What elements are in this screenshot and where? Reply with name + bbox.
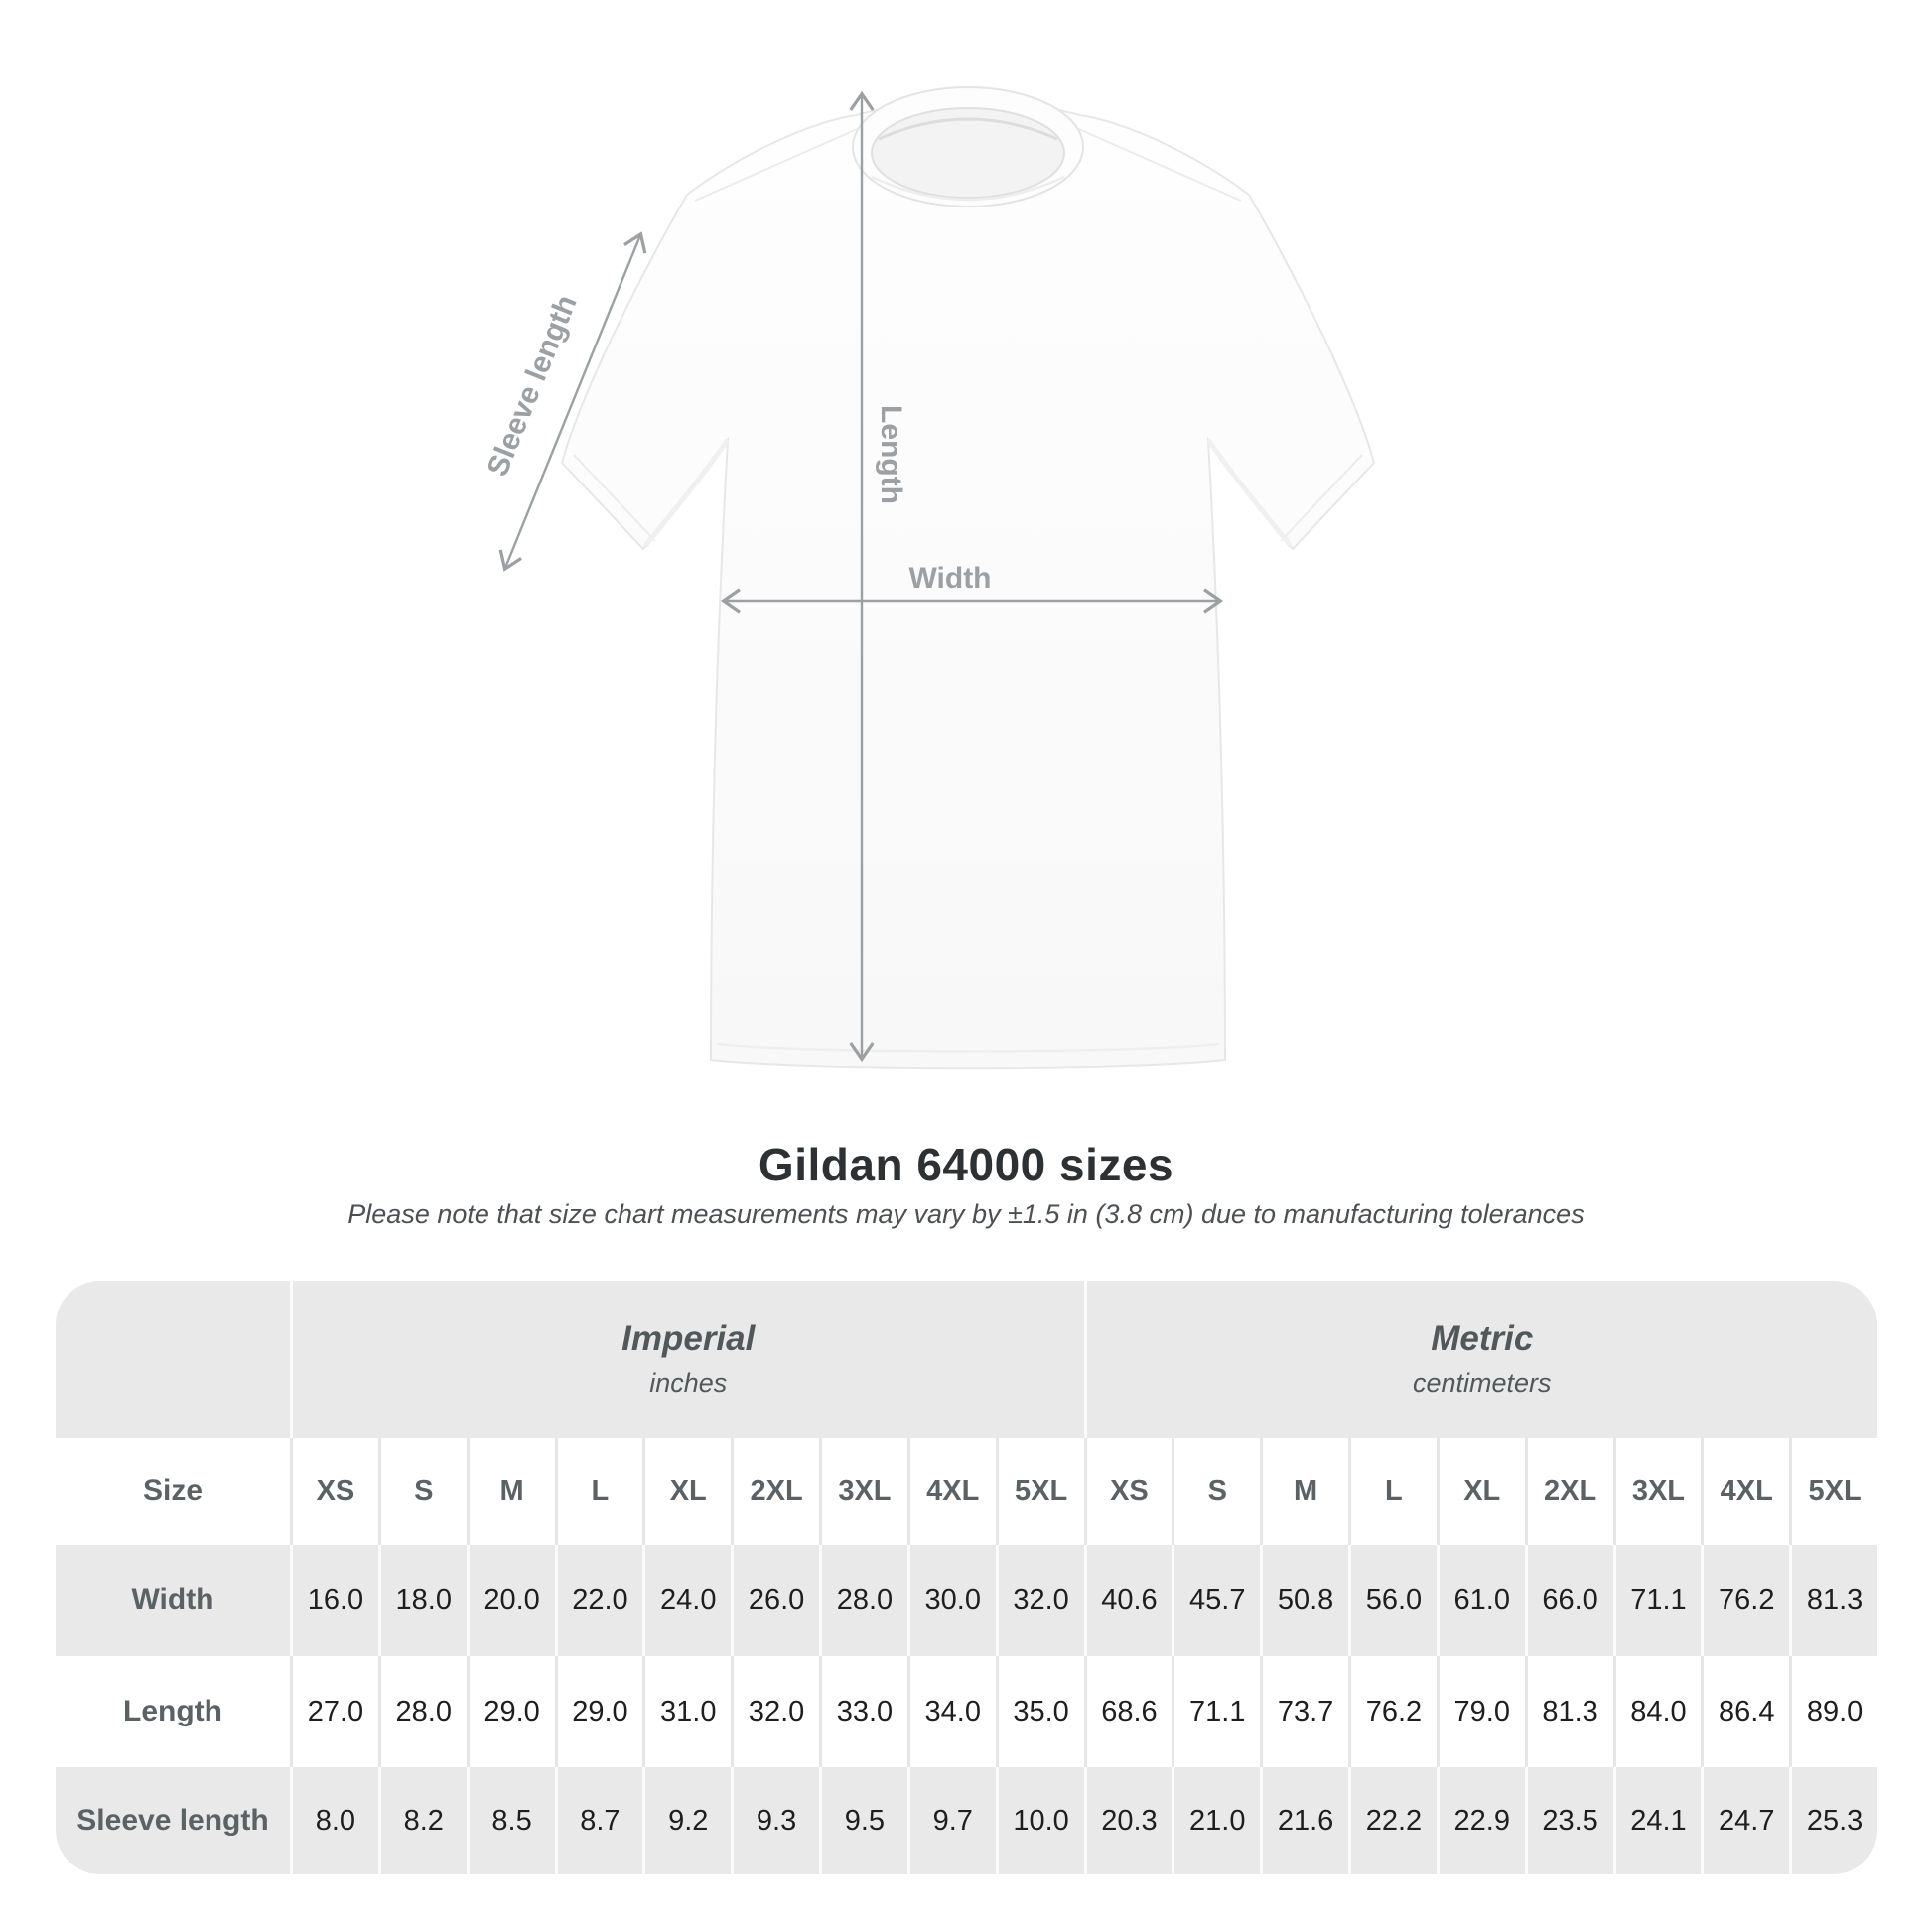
- value-metric-sleeve-length-l: 22.2: [1348, 1767, 1437, 1874]
- value-imperial-length-l: 29.0: [555, 1656, 643, 1767]
- value-metric-sleeve-length-xs: 20.3: [1084, 1767, 1173, 1874]
- value-imperial-width-m: 20.0: [467, 1545, 555, 1656]
- unit-group-header-metric: [1084, 1281, 1878, 1438]
- size-col-imperial-xs: XS: [290, 1438, 378, 1545]
- size-col-imperial-s: S: [378, 1438, 467, 1545]
- value-metric-width-5xl: 81.3: [1789, 1545, 1877, 1656]
- length-label: Length: [875, 405, 907, 504]
- tolerance-note: Please note that size chart measurements may vary by ±1.5 in (3.8 cm) due to manufacturing tolerances: [347, 1199, 1585, 1229]
- size-col-imperial-4xl: 4XL: [907, 1438, 996, 1545]
- value-imperial-width-3xl: 28.0: [819, 1545, 907, 1656]
- value-metric-length-3xl: 84.0: [1613, 1656, 1702, 1767]
- value-imperial-width-l: 22.0: [555, 1545, 643, 1656]
- size-col-metric-s: S: [1172, 1438, 1260, 1545]
- size-col-metric-5xl: 5XL: [1789, 1438, 1877, 1545]
- row-label-sleeve-length: Sleeve length: [56, 1767, 290, 1874]
- row-label-length: Length: [56, 1656, 290, 1767]
- table-corner-spacer: [56, 1281, 290, 1438]
- value-imperial-sleeve-length-l: 8.7: [555, 1767, 643, 1874]
- size-column-corner: Size: [56, 1438, 290, 1545]
- value-metric-width-m: 50.8: [1260, 1545, 1348, 1656]
- size-col-imperial-3xl: 3XL: [819, 1438, 907, 1545]
- size-col-metric-2xl: 2XL: [1525, 1438, 1613, 1545]
- value-metric-width-s: 45.7: [1172, 1545, 1260, 1656]
- size-col-imperial-2xl: 2XL: [731, 1438, 819, 1545]
- value-metric-length-l: 76.2: [1348, 1656, 1437, 1767]
- value-metric-length-xl: 79.0: [1437, 1656, 1525, 1767]
- value-imperial-sleeve-length-3xl: 9.5: [819, 1767, 907, 1874]
- value-metric-width-4xl: 76.2: [1701, 1545, 1789, 1656]
- value-imperial-length-3xl: 33.0: [819, 1656, 907, 1767]
- value-imperial-length-xl: 31.0: [642, 1656, 731, 1767]
- value-metric-length-4xl: 86.4: [1701, 1656, 1789, 1767]
- value-imperial-sleeve-length-xs: 8.0: [290, 1767, 378, 1874]
- value-imperial-width-4xl: 30.0: [907, 1545, 996, 1656]
- value-metric-sleeve-length-m: 21.6: [1260, 1767, 1348, 1874]
- value-metric-length-xs: 68.6: [1084, 1656, 1173, 1767]
- sleeve-length-label: Sleeve length: [481, 290, 584, 482]
- value-metric-width-3xl: 71.1: [1613, 1545, 1702, 1656]
- value-metric-length-5xl: 89.0: [1789, 1656, 1877, 1767]
- page-title: Gildan 64000 sizes: [758, 1139, 1174, 1190]
- size-col-metric-l: L: [1348, 1438, 1437, 1545]
- value-imperial-sleeve-length-s: 8.2: [378, 1767, 467, 1874]
- size-table: [56, 1281, 1877, 1874]
- value-metric-length-m: 73.7: [1260, 1656, 1348, 1767]
- size-col-metric-3xl: 3XL: [1613, 1438, 1702, 1545]
- group-unit: centimeters: [1412, 1367, 1552, 1398]
- value-metric-sleeve-length-xl: 22.9: [1437, 1767, 1525, 1874]
- size-col-imperial-m: M: [467, 1438, 555, 1545]
- value-metric-sleeve-length-3xl: 24.1: [1613, 1767, 1702, 1874]
- value-imperial-length-2xl: 32.0: [731, 1656, 819, 1767]
- value-metric-sleeve-length-s: 21.0: [1172, 1767, 1260, 1874]
- size-col-imperial-5xl: 5XL: [996, 1438, 1084, 1545]
- size-col-imperial-xl: XL: [642, 1438, 731, 1545]
- value-metric-width-xl: 61.0: [1437, 1545, 1525, 1656]
- value-imperial-width-2xl: 26.0: [731, 1545, 819, 1656]
- size-col-metric-m: M: [1260, 1438, 1348, 1545]
- value-imperial-sleeve-length-m: 8.5: [467, 1767, 555, 1874]
- size-col-metric-xs: XS: [1084, 1438, 1173, 1545]
- value-metric-sleeve-length-2xl: 23.5: [1525, 1767, 1613, 1874]
- collar-inner: [872, 108, 1064, 198]
- value-imperial-length-xs: 27.0: [290, 1656, 378, 1767]
- value-imperial-length-s: 28.0: [378, 1656, 467, 1767]
- size-col-metric-4xl: 4XL: [1701, 1438, 1789, 1545]
- value-imperial-sleeve-length-2xl: 9.3: [731, 1767, 819, 1874]
- value-imperial-length-5xl: 35.0: [996, 1656, 1084, 1767]
- value-metric-length-s: 71.1: [1172, 1656, 1260, 1767]
- value-metric-length-2xl: 81.3: [1525, 1656, 1613, 1767]
- width-label: Width: [908, 562, 992, 595]
- value-imperial-width-xs: 16.0: [290, 1545, 378, 1656]
- value-imperial-length-4xl: 34.0: [907, 1656, 996, 1767]
- value-metric-width-2xl: 66.0: [1525, 1545, 1613, 1656]
- value-imperial-width-5xl: 32.0: [996, 1545, 1084, 1656]
- group-name: Imperial: [621, 1319, 756, 1359]
- size-col-metric-xl: XL: [1437, 1438, 1525, 1545]
- value-imperial-sleeve-length-4xl: 9.7: [907, 1767, 996, 1874]
- value-imperial-sleeve-length-xl: 9.2: [642, 1767, 731, 1874]
- value-metric-sleeve-length-5xl: 25.3: [1789, 1767, 1877, 1874]
- value-metric-width-l: 56.0: [1348, 1545, 1437, 1656]
- value-imperial-width-xl: 24.0: [642, 1545, 731, 1656]
- value-imperial-length-m: 29.0: [467, 1656, 555, 1767]
- group-name: Metric: [1431, 1319, 1534, 1359]
- value-metric-width-xs: 40.6: [1084, 1545, 1173, 1656]
- size-col-imperial-l: L: [555, 1438, 643, 1545]
- group-unit: inches: [649, 1367, 728, 1398]
- value-metric-sleeve-length-4xl: 24.7: [1701, 1767, 1789, 1874]
- row-label-width: Width: [56, 1545, 290, 1656]
- value-imperial-sleeve-length-5xl: 10.0: [996, 1767, 1084, 1874]
- value-imperial-width-s: 18.0: [378, 1545, 467, 1656]
- unit-group-header-imperial: [290, 1281, 1084, 1438]
